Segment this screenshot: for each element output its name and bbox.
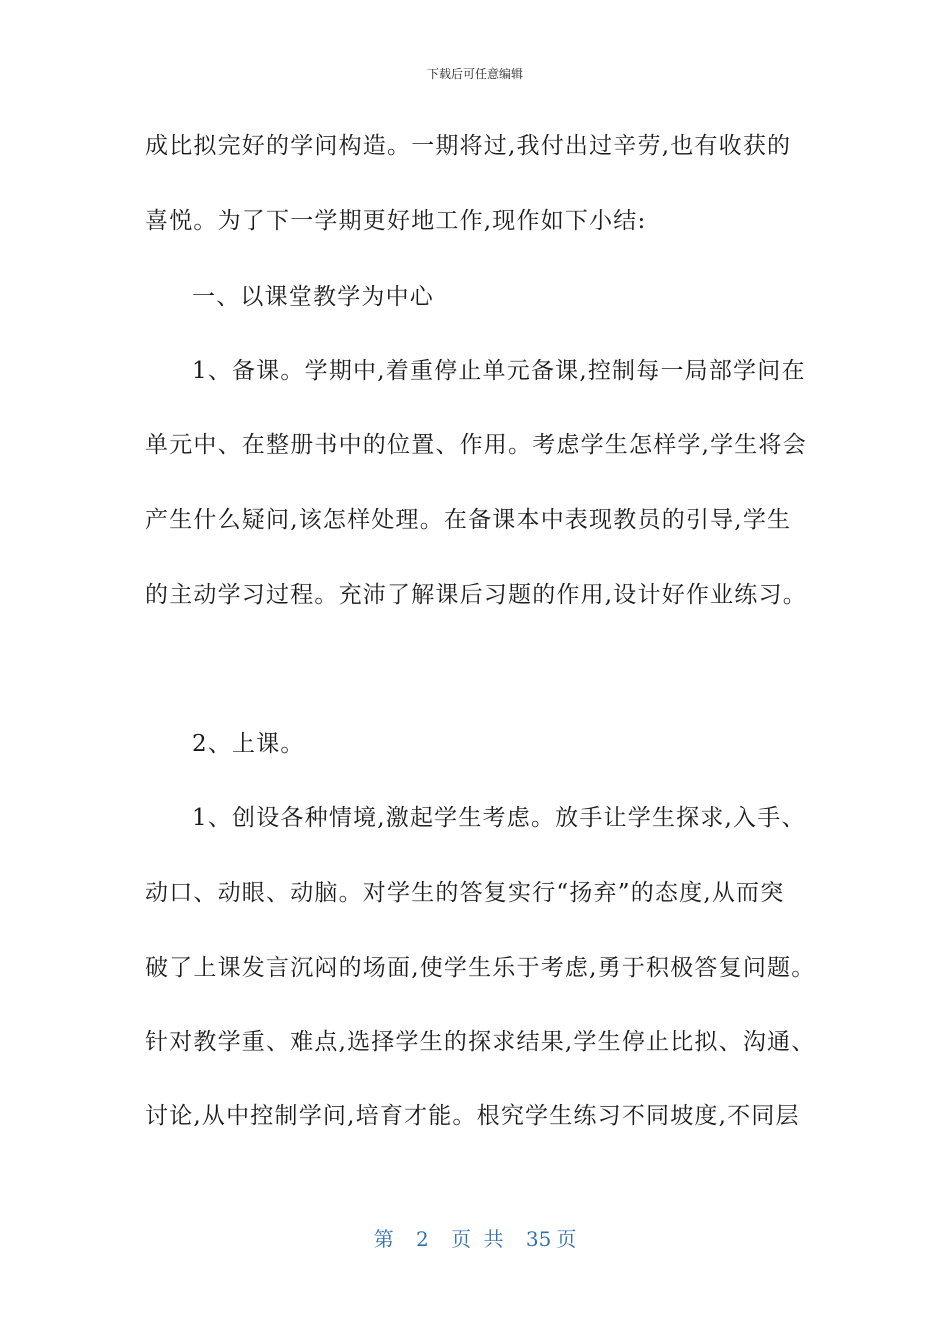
footer-current-page: 2	[416, 1227, 429, 1251]
footer-prefix: 第	[373, 1227, 394, 1251]
body-line: 动口、动眼、动脑。对学生的答复实行“扬弃”的态度,从而突	[145, 880, 785, 906]
footer-middle: 页 共	[451, 1227, 504, 1251]
section-heading: 一、以课堂教学为中心	[192, 284, 434, 310]
body-line: 针对教学重、难点,选择学生的探求结果,学生停止比拟、沟通、	[145, 1029, 816, 1055]
body-line: 单元中、在整册书中的位置、作用。考虑学生怎样学,学生将会	[145, 432, 807, 458]
body-line: 喜悦。为了下一学期更好地工作,现作如下小结:	[145, 208, 647, 234]
page-number-footer	[0, 1226, 950, 1252]
body-line: 1、创设各种情境,激起学生考虑。放手让学生探求,入手、	[192, 805, 806, 831]
body-line: 成比拟完好的学问构造。一期将过,我付出过辛劳,也有收获的	[145, 133, 792, 159]
footer-suffix: 页	[556, 1227, 577, 1251]
body-line: 产生什么疑问,该怎样处理。在备课本中表现教员的引导,学生	[145, 507, 792, 533]
footer-total-pages: 35	[525, 1227, 552, 1251]
body-line: 讨论,从中控制学问,培育才能。根究学生练习不同坡度,不同层	[145, 1103, 800, 1129]
body-line: 1、备课。学期中,着重停止单元备课,控制每一局部学问在	[192, 358, 806, 384]
body-line: 破了上课发言沉闷的场面,使学生乐于考虑,勇于积极答复问题。	[145, 955, 816, 981]
subsection-heading: 2、上课。	[192, 731, 305, 757]
body-line: 的主动学习过程。充沛了解课后习题的作用,设计好作业练习。	[145, 582, 807, 608]
page-header-note: 下载后可任意编辑	[426, 67, 523, 81]
